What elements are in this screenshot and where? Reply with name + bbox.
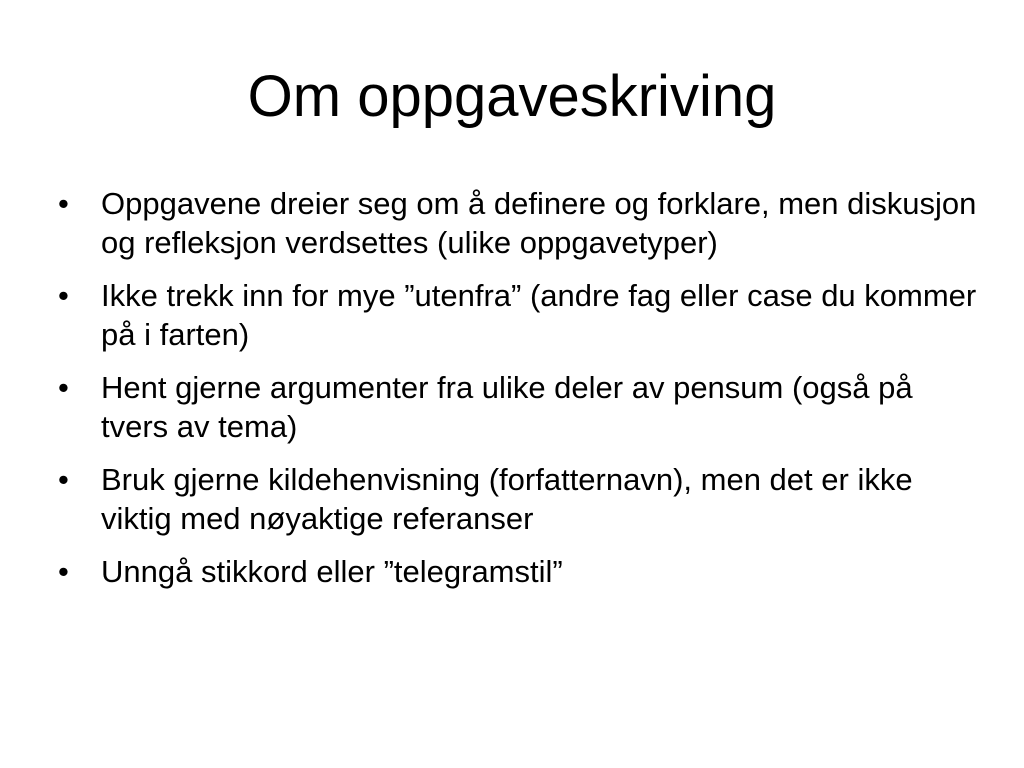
bullet-item [58, 184, 988, 262]
bullet-item [58, 552, 988, 591]
bullet-item [58, 460, 988, 538]
bullet-text: Oppgavene dreier seg om å definere og forklare, men diskusjon og refleksjon verdsettes (ulike oppgavetyper) [101, 186, 977, 260]
bullet-text: Bruk gjerne kildehenvisning (forfatternavn), men det er ikke viktig med nøyaktige referanser [101, 462, 913, 536]
bullet-item [58, 276, 988, 354]
bullet-dot-icon: • [58, 462, 69, 497]
bullet-text: Unngå stikkord eller ”telegramstil” [101, 554, 563, 589]
bullet-text: Ikke trekk inn for mye ”utenfra” (andre fag eller case du kommer på i farten) [101, 278, 977, 352]
bullet-dot-icon: • [58, 186, 69, 221]
bullet-list [58, 184, 988, 605]
bullet-dot-icon: • [58, 370, 69, 405]
bullet-dot-icon: • [58, 278, 69, 313]
slide-title: Om oppgaveskriving [247, 64, 777, 129]
bullet-text: Hent gjerne argumenter fra ulike deler av pensum (også på tvers av tema) [101, 370, 913, 444]
bullet-item [58, 368, 988, 446]
bullet-dot-icon: • [58, 554, 69, 589]
